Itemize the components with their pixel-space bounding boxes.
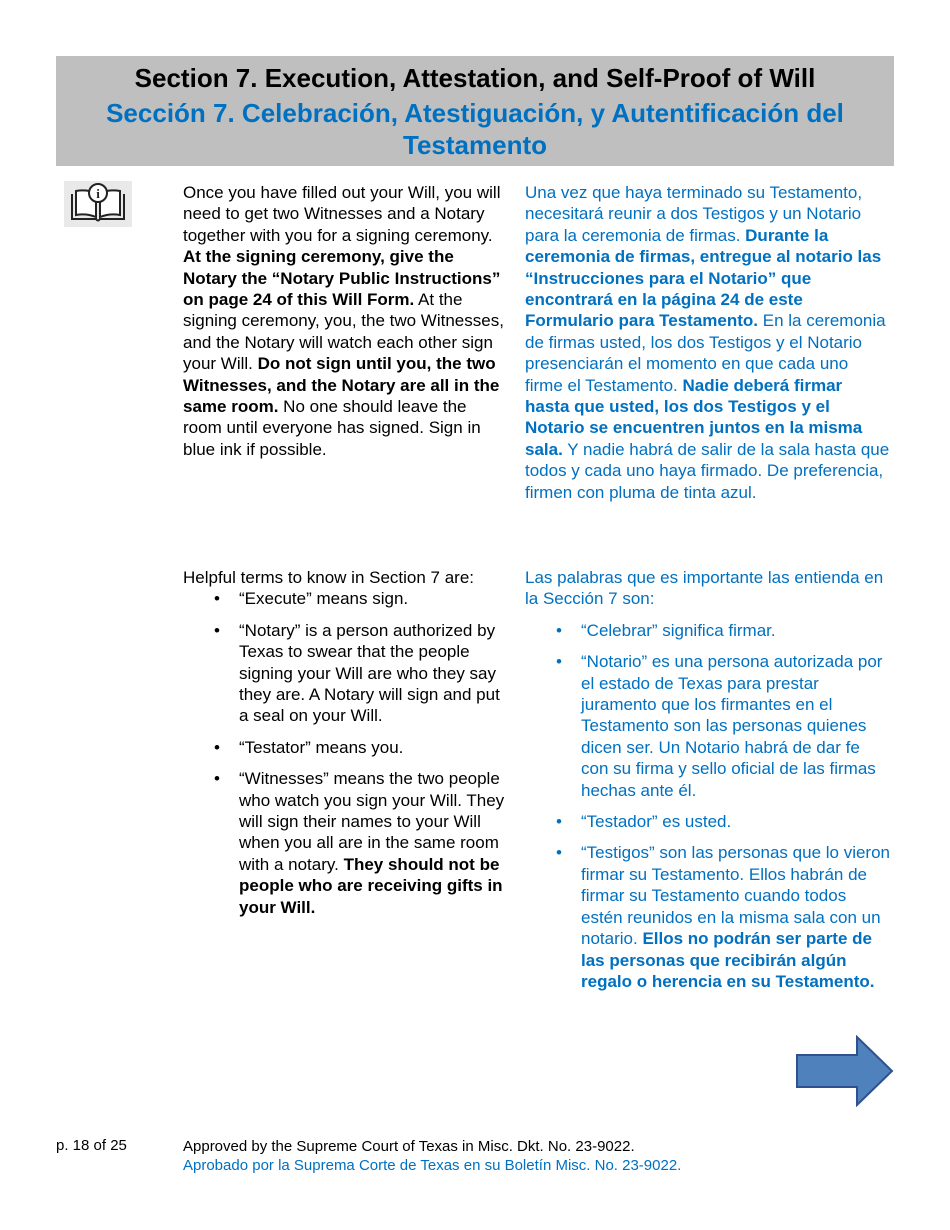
list-item: • “Execute” means sign. [183,588,508,609]
terms-es [525,567,890,1002]
list-item: • “Testador” es usted. [525,811,890,832]
info-book-icon [64,181,132,227]
list-item: • “Notario” es una persona autorizada por el estado de Texas para prestar juramento que los firmantes en el Testamento son las personas quienes dicen ser. Un Notario habrá de dar fe con su firma y sello oficial de las firmas hechas ante él. [525,651,890,801]
svg-text:i: i [96,186,100,201]
page-number: p. 18 of 25 [56,1137,127,1154]
section-title-en: Section 7. Execution, Attestation, and Self-Proof of Will [134,63,816,93]
witnesses-es-bold: Ellos no podrán ser parte de las personas que recibirán algún regalo o herencia en su Testamento. [581,929,875,991]
terms-en [183,567,508,928]
list-item: • “Testator” means you. [183,737,508,758]
witnesses-en-bold: They should not be people who are receiving gifts in your Will. [239,854,503,917]
intro-es-text-1: Una vez que haya terminado su Testamento, necesitará reunir a dos Testigos y un Notario para la ceremonia de firmas. [525,183,863,245]
intro-es [525,182,890,503]
intro-en-text-2: At the signing ceremony, you, the two Witnesses, and the Notary will watch each other sign your Will. [183,290,504,374]
witnesses-en-text: “Witnesses” means the two people who watch you sign your Will. They will sign their names to your Will when you all are in the same room with a notary. [239,769,505,874]
footer-approval [183,1137,681,1175]
list-item [183,768,508,918]
intro-es-text-2: En la ceremonia de firmas usted, los dos Testigos y el Notario presenciarán el momento en que cada uno firme el Testamento. [525,311,886,395]
list-item [525,842,890,992]
witnesses-es-text: “Testigos” son las personas que lo vieron firmar su Testamento. Ellos habrán de firmar su Testamento cuando todos estén reunidos en la misma sala con un notario. [581,843,890,949]
terms-en-heading: Helpful terms to know in Section 7 are: [183,568,475,587]
intro-en-bold-1: At the signing ceremony, give the Notary the “Notary Public Instructions” on page 24 of this Will Form. [183,247,501,310]
terms-es-list [525,620,890,993]
approval-es: Aprobado por la Suprema Corte de Texas en su Boletín Misc. No. 23-9022. [183,1157,682,1174]
list-item: • “Notary” is a person authorized by Texas to swear that the people signing your Will are who they say they are. A Notary will sign and put a seal on your Will. [183,620,508,727]
intro-en-text-3: No one should leave the room until everyone has signed. Sign in blue ink if possible. [183,397,481,459]
terms-es-heading: Las palabras que es importante las entienda en la Sección 7 son: [525,568,884,609]
right-arrow-icon[interactable] [795,1035,895,1107]
section-title-es: Sección 7. Celebración, Atestiguación, y Autentificación del Testamento [106,98,844,160]
terms-en-list [183,588,508,918]
intro-en-text-1: Once you have filled out your Will, you will need to get two Witnesses and a Notary together with you for a signing ceremony. [183,183,501,245]
intro-es-bold-1: Durante la ceremonia de firmas, entregue al notario las “Instrucciones para el Notario” que encontrará en la página 24 de este Formulario para Testamento. [525,225,882,331]
section-header [56,56,894,166]
intro-es-text-3: Y nadie habrá de salir de la sala hasta que todos y cada uno haya firmado. De preferencia, firmen con pluma de tinta azul. [525,439,890,502]
intro-en [183,182,508,460]
intro-es-bold-2: Nadie deberá firmar hasta que usted, los dos Testigos y el Notario se encuentren juntos en la misma sala. [525,375,863,459]
list-item: • “Celebrar” significa firmar. [525,620,890,641]
intro-en-bold-2: Do not sign until you, the two Witnesses, and the Notary are all in the same room. [183,354,500,417]
approval-en: Approved by the Supreme Court of Texas in Misc. Dkt. No. 23-9022. [183,1138,635,1155]
